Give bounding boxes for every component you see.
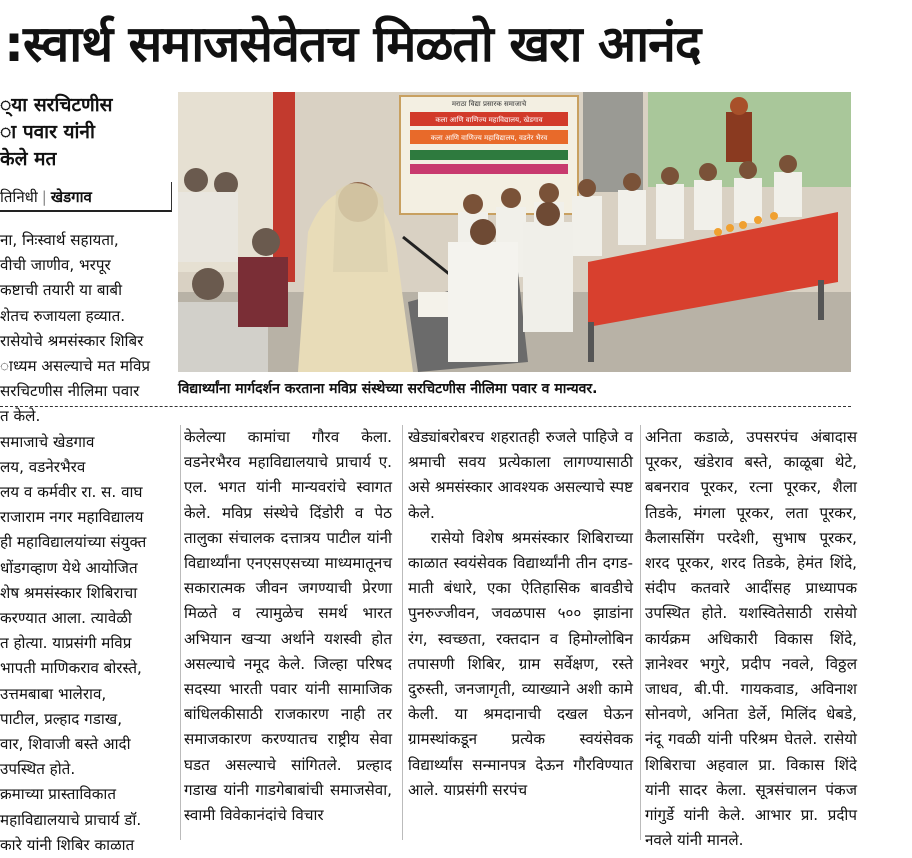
column-line: लय व कर्मवीर रा. स. वाघ — [0, 483, 143, 502]
column-line: समाजाचे खेडगाव — [0, 432, 95, 451]
event-photo — [178, 92, 851, 372]
column-line: वार, शिवाजी बस्ते आदी — [0, 735, 131, 754]
banner-line: कला आणि वाणिज्य महाविद्यालय, खेडगाव — [435, 116, 543, 124]
byline — [0, 182, 172, 212]
subhead-line: ्या सरचिटणीस — [0, 94, 113, 116]
byline-separator: | — [41, 188, 47, 206]
column-line: ाध्यम असल्याचे मत मविप्र — [0, 357, 151, 376]
article-column-1 — [0, 228, 170, 854]
column-line: सरचिटणीस नीलिमा पवार — [0, 382, 140, 401]
byline-role: तिनिधी — [0, 188, 38, 206]
subhead-line: केले मत — [0, 148, 57, 170]
paragraph: रासेयो विशेष श्रमसंस्कार शिबिराच्या काळात स्वयंसेवक विद्यार्थ्यांनी तीन दगड-माती बंधारे, एका ऐतिहासिक बावडीचे पुनरुज्जीवन, जवळपास ५०० झाडांना रंग, स्वच्छता, रक्तदान व हिमोग्लोबिन तपासणी शिबिर, ग्राम सर्वेक्षण, रस्ते दुरुस्ती, जनजागृती, व्याख्याने अशी कामे केली. या श्रमदानाची दखल घेऊन ग्रामस्थांकडून प्रत्येक स्वयंसेवक विद्यार्थ्यांस सन्मानपत्र देऊन गौरविण्यात आले. याप्रसंगी सरपंच — [408, 528, 633, 799]
column-line: राजाराम नगर महाविद्यालय — [0, 508, 144, 527]
paragraph: अनिता कडाळे, उपसरपंच अंबादास पूरकर, खंडेराव बस्ते, काळूबा थेटे, बबनराव पूरकर, रत्ना पूरकर, शैला तिडके, मंगला पूरकर, लता पूरकर, कैलाससिंग परदेशी, सुभाष पूरकर, शरद पूरकर, शरद तिडके, हेमंत शिंदे, संदीप कतवारे आदींसह प्राध्यापक उपस्थित होते. यशस्वितेसाठी रासेयो कार्यक्रम अधिकारी विकास शिंदे, ज्ञानेश्वर भगुरे, प्रदीप नवले, विठ्ठल जाधव, बी.पी. गायकवाड, अविनाश सोनवणे, अनिता डेर्ले, मिलिंद धेबडे, नंदू गवळी यांनी परिश्रम घेतले. रासेयो शिबिराचा अहवाल प्रा. विकास शिंदे यांनी सादर केला. सूत्रसंचालन पंकज गांगुर्डे यांनी केले. आभार प्रा. प्रदीप नवले यांनी मानले. — [645, 428, 857, 850]
article-column-4 — [640, 425, 857, 850]
banner-line: कला आणि वाणिज्य महाविद्यालय, वडनेर भैरव — [430, 134, 548, 142]
article-column-3 — [402, 425, 633, 840]
column-line: धोंडगव्हाण येथे आयोजित — [0, 558, 138, 577]
column-line: करण्यात आला. त्यावेळी — [0, 609, 132, 628]
column-line: त केले. — [0, 407, 41, 426]
photo-caption: विद्यार्थ्यांना मार्गदर्शन करताना मविप्र संस्थेच्या सरचिटणीस नीलिमा पवार व मान्यवर. — [178, 381, 598, 397]
column-line: शेतच रुजायला हव्यात. — [0, 306, 126, 325]
column-line: कष्टाची तयारी या बाबी — [0, 281, 123, 300]
column-line: ना, निःस्वार्थ सहायता, — [0, 231, 119, 249]
column-line: लय, वडनेरभैरव — [0, 457, 86, 476]
banner-line: मराठा विद्या प्रसारक समाजाचे — [451, 100, 527, 108]
headline: :स्वार्थ समाजसेवेतच मिळतो खरा आनंद — [4, 15, 701, 73]
column-line: रासेयोचे श्रमसंस्कार शिबिर — [0, 331, 144, 350]
paragraph: खेड्यांबरोबरच शहरातही रुजले पाहिजे व श्रमाची सवय प्रत्येकाला लागण्यासाठी असे श्रमसंस्कार आवश्यक असल्याचे स्पष्ट केले. — [408, 428, 633, 522]
column-line: वीची जाणीव, भरपूर — [0, 256, 111, 275]
column-line: भापती माणिकराव बोरस्ते, — [0, 659, 142, 678]
column-line: उपस्थित होते. — [0, 760, 76, 779]
column-line: कारे यांनी शिबिर काळात — [0, 835, 135, 854]
column-line: ही महाविद्यालयांच्या संयुक्त — [0, 533, 147, 552]
column-line: महाविद्यालयाचे प्राचार्य डॉ. — [0, 810, 142, 829]
column-line: उत्तमबाबा भालेराव, — [0, 684, 107, 703]
subheadline — [0, 92, 172, 173]
byline-place: खेडगाव — [50, 188, 92, 206]
column-line: पाटील, प्रल्हाद गडाख, — [0, 709, 123, 728]
article-column-2 — [180, 425, 392, 840]
column-line: शेष श्रमसंस्कार शिबिराचा — [0, 583, 138, 602]
subhead-line: ा पवार यांनी — [0, 121, 95, 143]
column-line: क्रमाच्या प्रास्ताविकात — [0, 785, 116, 804]
column-line: त होत्या. याप्रसंगी मविप्र — [0, 634, 132, 653]
paragraph: केलेल्या कामांचा गौरव केला. वडनेरभैरव महाविद्यालयाचे प्राचार्य ए. एल. भगत यांनी मान्यवरांचे स्वागत केले. मविप्र संस्थेचे दिंडोरी व पेठ तालुका संचालक दत्तात्रय पाटील यांनी विद्यार्थ्यांना एनएसएसच्या माध्यमातूनच सकारात्मक जीवन जगण्याची प्रेरणा मिळते व त्यामुळेच समर्थ भारत अभियान खऱ्या अर्थाने यशस्वी होत असल्याचे नमूद केले. जिल्हा परिषद सदस्या भारती पवार यांनी सामाजिक बांधिलकीसाठी राजकारण नाही तर समाजकारण करण्यातच राष्ट्रीय सेवा घडत असल्याचे सांगितले. प्रल्हाद गडाख यांनी गाडगेबाबांची समाजसेवा, स्वामी विवेकानंदांचे विचार — [184, 428, 392, 825]
